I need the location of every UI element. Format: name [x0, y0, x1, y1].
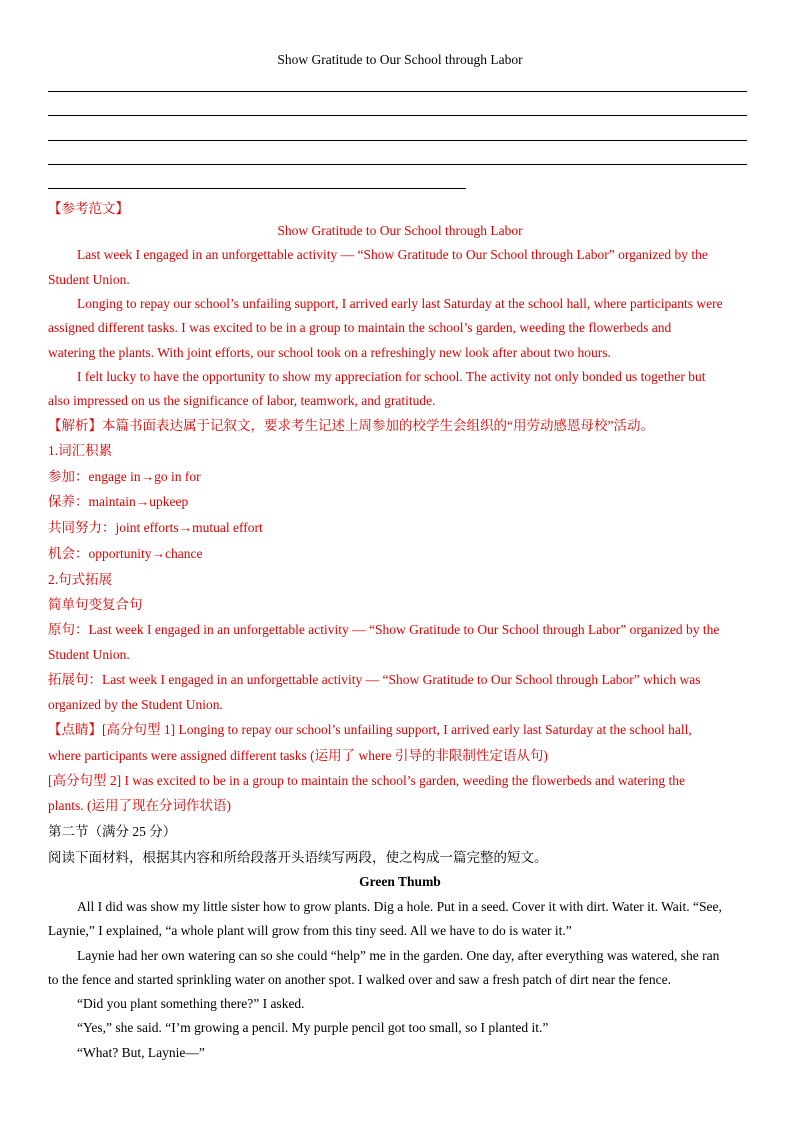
section-2-heading: 第二节（满分 25 分） [48, 824, 177, 839]
essay-title: Show Gratitude to Our School through Labor [277, 223, 523, 238]
essay-paragraph-2-line-3: watering the plants. With joint efforts, our school took on a refreshingly new look after about two hours. [48, 345, 611, 360]
section-2-instruction: 阅读下面材料，根据其内容和所给段落开头语续写两段，使之构成一篇完整的短文。 [48, 850, 548, 865]
writing-line-5 [48, 188, 466, 189]
essay-paragraph-3-line-1: I felt lucky to have the opportunity to show my appreciation for school. The activity not only bonded us together but [77, 369, 706, 384]
story-paragraph-5: “What? But, Laynie—” [77, 1045, 205, 1060]
prompt-title: Show Gratitude to Our School through Labor [277, 52, 523, 67]
story-title: Green Thumb [359, 874, 441, 889]
story-paragraph-4: “Yes,” she said. “I’m growing a pencil. My purple pencil got too small, so I planted it.” [77, 1020, 549, 1035]
tip-2-line-2: plants. (运用了现在分词作状语) [48, 798, 231, 813]
vocab-item-1: 参加：engage in→go in for [48, 469, 201, 484]
essay-paragraph-1-line-2: Student Union. [48, 272, 130, 287]
tip-2-line-1: [高分句型 2] I was excited to be in a group to maintain the school’s garden, weeding the flowerbeds and watering the [48, 773, 685, 788]
writing-line-2 [48, 115, 747, 116]
original-sentence-line-1: 原句：Last week I engaged in an unforgettable activity — “Show Gratitude to Our School through Labor” organized by the [48, 622, 720, 637]
story-paragraph-3: “Did you plant something there?” I asked. [77, 996, 305, 1011]
story-paragraph-2-line-1: Laynie had her own watering can so she could “help” me in the garden. One day, after everything was watered, she ran [77, 948, 720, 963]
writing-line-4 [48, 164, 747, 165]
sentence-subheading: 简单句变复合句 [48, 597, 143, 612]
original-sentence-line-2: Student Union. [48, 647, 130, 662]
essay-paragraph-1-line-1: Last week I engaged in an unforgettable activity — “Show Gratitude to Our School through Labor” organized by the [77, 247, 708, 262]
story-paragraph-1-line-2: Laynie,” I explained, “a whole plant will grow from this tiny seed. All we have to do is water it.” [48, 923, 572, 938]
tip-1-line-1: 【点睛】[高分句型 1] Longing to repay our school’s unfailing support, I arrived early last Saturday at the school hall, [48, 722, 692, 737]
vocab-item-3: 共同努力：joint efforts→mutual effort [48, 520, 263, 535]
writing-line-1 [48, 91, 747, 92]
vocab-item-4: 机会：opportunity→chance [48, 546, 203, 561]
vocab-item-2: 保养：maintain→upkeep [48, 494, 189, 509]
essay-paragraph-2-line-2: assigned different tasks. I was excited to be in a group to maintain the school’s garden, weeding the flowerbeds and [48, 320, 672, 335]
essay-paragraph-2-line-1: Longing to repay our school’s unfailing support, I arrived early last Saturday at the school hall, where participants were [77, 296, 723, 311]
tip-1-line-2: where participants were assigned different tasks (运用了 where 引导的非限制性定语从句) [48, 748, 548, 763]
writing-line-3 [48, 140, 747, 141]
extended-sentence-line-2: organized by the Student Union. [48, 697, 223, 712]
essay-paragraph-3-line-2: also impressed on us the significance of labor, teamwork, and gratitude. [48, 393, 436, 408]
story-paragraph-2-line-2: to the fence and started sprinkling water on another spot. I walked over and saw a fresh patch of dirt near the fence. [48, 972, 672, 987]
sentence-heading: 2.句式拓展 [48, 572, 113, 587]
extended-sentence-line-1: 拓展句：Last week I engaged in an unforgettable activity — “Show Gratitude to Our School through Labor” which was [48, 672, 701, 687]
story-paragraph-1-line-1: All I did was show my little sister how to grow plants. Dig a hole. Put in a seed. Cover it with dirt. Water it. Wait. “See, [77, 899, 722, 914]
reference-heading: 【参考范文】 [48, 201, 129, 216]
analysis-intro: 【解析】本篇书面表达属于记叙文，要求考生记述上周参加的校学生会组织的“用劳动感恩母校”活动。 [48, 418, 654, 433]
vocab-heading: 1.词汇积累 [48, 443, 113, 458]
